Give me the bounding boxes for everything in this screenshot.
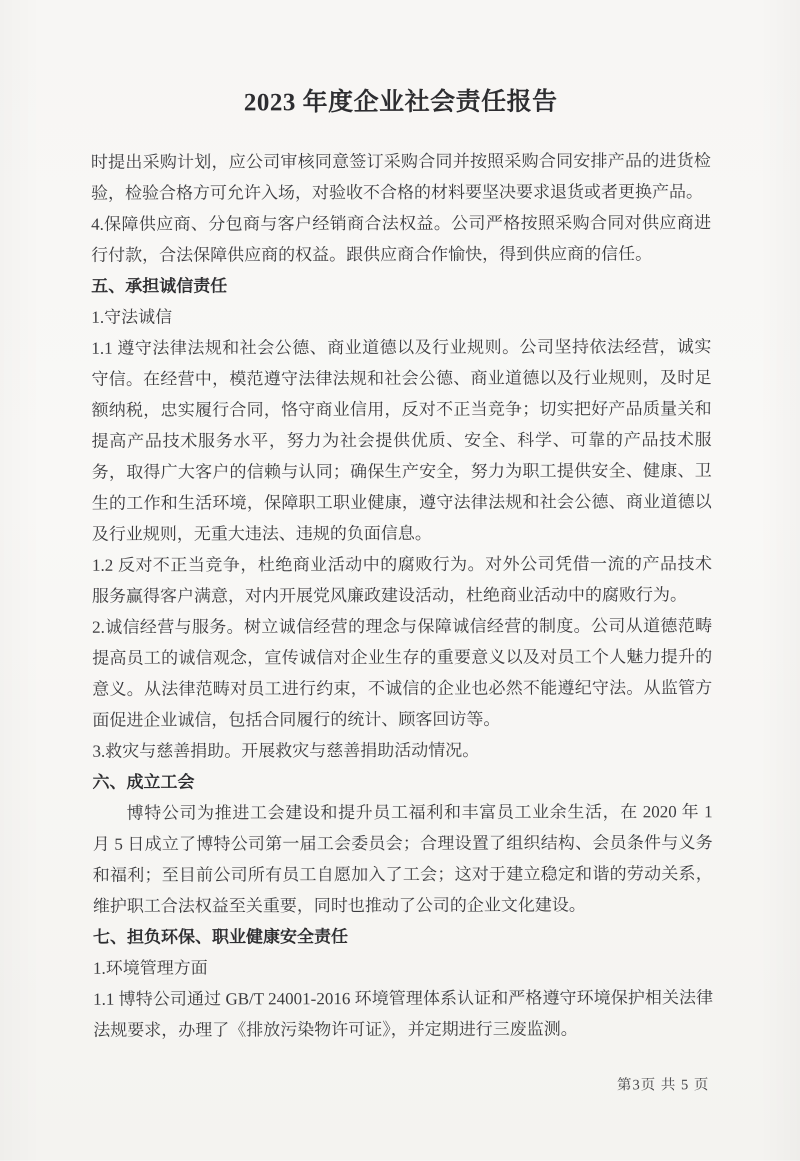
paragraph: 1.1 博特公司通过 GB/T 24001-2016 环境管理体系认证和严格遵守环境保护相关法律法规要求，办理了《排放污染物许可证》，并定期进行三废监测。 xyxy=(93,988,714,1040)
page-title: 2023 年度企业社会责任报告 xyxy=(243,88,558,117)
paragraph: 1.2 反对不正当竞争，杜绝商业活动中的腐败行为。对外公司凭借一流的产品技术服务赢得客户满意，对内开展党风廉政建设活动，杜绝商业活动中的腐败行为。 xyxy=(91,554,712,606)
section-heading-7: 七、担负环保、职业健康安全责任 xyxy=(92,927,348,947)
paragraph: 4.保障供应商、分包商与客户经销商合法权益。公司严格按照采购合同对供应商进行付款，合法保障供应商的权益。跟供应商合作愉快，得到供应商的信任。 xyxy=(91,213,712,265)
section-heading-5: 五、承担诚信责任 xyxy=(91,276,228,296)
paragraph: 博特公司为推进工会建设和提升员工福利和丰富员工业余生活，在 2020 年 1 月 5 日成立了博特公司第一届工会委员会；合理设置了组织结构、会员条件与义务和福利；至目前公司所有员工自愿加入了工会；这对于建立稳定和谐的劳动关系，维护职工合法权益至关重要，同时也推动了公司的企业文化建设。 xyxy=(92,802,713,916)
paragraph: 1.环境管理方面 xyxy=(92,958,208,978)
paragraph: 时提出采购计划，应公司审核同意签订采购合同并按照采购合同安排产品的进货检验，检验合格方可允许入场，对验收不合格的材料要坚决要求退货或者更换产品。 xyxy=(90,151,711,203)
paragraph: 1.守法诚信 xyxy=(91,307,173,327)
paragraph: 2.诚信经营与服务。树立诚信经营的理念与保障诚信经营的制度。公司从道德范畴提高员工的诚信观念，宣传诚信对企业生存的重要意义以及对员工个人魅力提升的意义。从法律范畴对员工进行约束，不诚信的企业也必然不能遵纪守法。从监管方面促进企业诚信，包括合同履行的统计、顾客回访等。 xyxy=(92,616,713,730)
section-heading-6: 六、成立工会 xyxy=(92,772,195,792)
paragraph: 1.1 遵守法律法规和社会公德、商业道德以及行业规则。公司坚持依法经营，诚实守信。在经营中，模范遵守法律法规和社会公德、商业道德以及行业规则，及时足额纳税，忠实履行合同，恪守商业信用，反对不正当竞争；切实把好产品质量关和提高产品技术服务水平，努力为社会提供优质、安全、科学、可靠的产品技术服务，取得广大客户的信赖与认同；确保生产安全，努力为职工提供安全、健康、卫生的工作和生活环境，保障职工职业健康，遵守法律法规和社会公德、商业道德以及行业规则，无重大违法、违规的负面信息。 xyxy=(91,337,712,544)
page-number: 第3页 共 5 页 xyxy=(616,1077,710,1094)
paragraph: 3.救灾与慈善捐助。开展救灾与慈善捐助活动情况。 xyxy=(92,740,480,761)
